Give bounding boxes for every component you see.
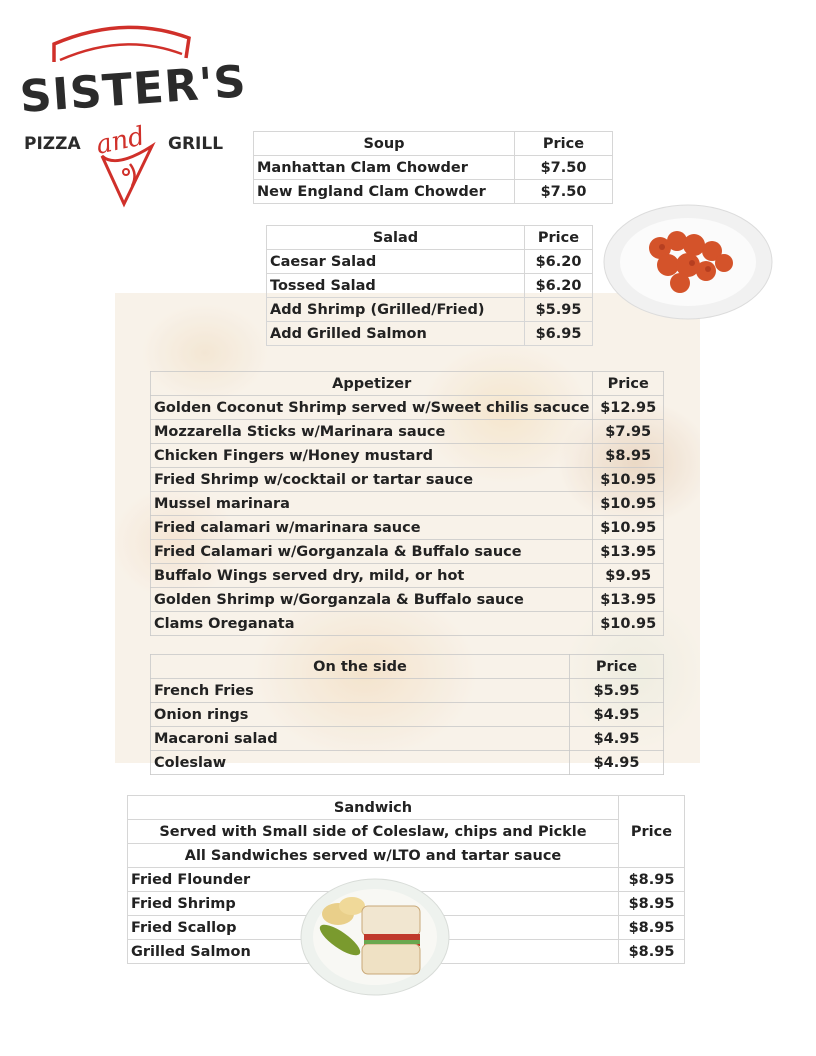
logo-word-grill: GRILL bbox=[168, 134, 224, 154]
sandwich-header: Sandwich bbox=[128, 796, 619, 820]
menu-item-name: Mussel marinara bbox=[151, 492, 593, 516]
menu-item-name: Fried Shrimp w/cocktail or tartar sauce bbox=[151, 468, 593, 492]
table-row bbox=[254, 180, 613, 204]
menu-item-price: $8.95 bbox=[619, 940, 685, 964]
table-row bbox=[267, 298, 593, 322]
restaurant-logo bbox=[14, 14, 254, 209]
sandwich-price-header: Price bbox=[619, 796, 685, 868]
table-row bbox=[151, 679, 664, 703]
menu-item-name: Golden Shrimp w/Gorganzala & Buffalo sauce bbox=[151, 588, 593, 612]
menu-item-name: Tossed Salad bbox=[267, 274, 525, 298]
menu-item-name: French Fries bbox=[151, 679, 570, 703]
table-row bbox=[151, 492, 664, 516]
menu-item-name: Onion rings bbox=[151, 703, 570, 727]
soup-price-header: Price bbox=[515, 132, 613, 156]
menu-item-price: $4.95 bbox=[570, 751, 664, 775]
menu-item-name: Fried Scallop bbox=[128, 916, 619, 940]
menu-item-name: Fried Shrimp bbox=[128, 892, 619, 916]
logo-word-pizza: PIZZA bbox=[24, 134, 81, 154]
menu-item-name: Grilled Salmon bbox=[128, 940, 619, 964]
sandwich-subheader-sides: Served with Small side of Coleslaw, chips and Pickle bbox=[128, 820, 619, 844]
menu-item-price: $8.95 bbox=[619, 916, 685, 940]
shrimp-plate-photo bbox=[602, 203, 774, 321]
menu-item-name: Coleslaw bbox=[151, 751, 570, 775]
table-row bbox=[151, 588, 664, 612]
salad-price-header: Price bbox=[525, 226, 593, 250]
menu-item-price: $4.95 bbox=[570, 703, 664, 727]
menu-item-name: Mozzarella Sticks w/Marinara sauce bbox=[151, 420, 593, 444]
menu-item-name: New England Clam Chowder bbox=[254, 180, 515, 204]
table-row bbox=[267, 274, 593, 298]
menu-item-price: $7.95 bbox=[593, 420, 664, 444]
menu-item-price: $8.95 bbox=[593, 444, 664, 468]
menu-item-price: $4.95 bbox=[570, 727, 664, 751]
table-row bbox=[151, 468, 664, 492]
menu-item-price: $5.95 bbox=[525, 298, 593, 322]
table-row bbox=[267, 250, 593, 274]
menu-item-price: $7.50 bbox=[515, 180, 613, 204]
menu-item-price: $10.95 bbox=[593, 468, 664, 492]
side-table bbox=[150, 654, 664, 775]
table-row bbox=[151, 564, 664, 588]
salad-table bbox=[266, 225, 593, 346]
table-row bbox=[151, 703, 664, 727]
side-price-header: Price bbox=[570, 655, 664, 679]
menu-item-name: Fried calamari w/marinara sauce bbox=[151, 516, 593, 540]
appetizer-header-row bbox=[151, 372, 664, 396]
appetizer-price-header: Price bbox=[593, 372, 664, 396]
table-row bbox=[151, 396, 664, 420]
menu-item-price: $13.95 bbox=[593, 588, 664, 612]
menu-item-price: $13.95 bbox=[593, 540, 664, 564]
sandwich-subheader-toppings: All Sandwiches served w/LTO and tartar sauce bbox=[128, 844, 619, 868]
appetizer-table bbox=[150, 371, 664, 636]
menu-item-name: Fried Flounder bbox=[128, 868, 619, 892]
menu-item-price: $6.20 bbox=[525, 274, 593, 298]
menu-item-name: Add Shrimp (Grilled/Fried) bbox=[267, 298, 525, 322]
salad-header: Salad bbox=[267, 226, 525, 250]
table-row bbox=[151, 420, 664, 444]
menu-item-price: $6.20 bbox=[525, 250, 593, 274]
table-row bbox=[151, 727, 664, 751]
soup-header: Soup bbox=[254, 132, 515, 156]
sandwich-subheader-row bbox=[128, 820, 685, 844]
menu-item-name: Manhattan Clam Chowder bbox=[254, 156, 515, 180]
menu-item-price: $8.95 bbox=[619, 892, 685, 916]
menu-item-name: Caesar Salad bbox=[267, 250, 525, 274]
table-row bbox=[254, 156, 613, 180]
soup-header-row bbox=[254, 132, 613, 156]
menu-item-price: $10.95 bbox=[593, 612, 664, 636]
menu-item-name: Chicken Fingers w/Honey mustard bbox=[151, 444, 593, 468]
table-row bbox=[267, 322, 593, 346]
menu-item-name: Clams Oreganata bbox=[151, 612, 593, 636]
menu-item-name: Buffalo Wings served dry, mild, or hot bbox=[151, 564, 593, 588]
appetizer-header: Appetizer bbox=[151, 372, 593, 396]
table-row bbox=[151, 540, 664, 564]
sandwich-plate-photo bbox=[300, 878, 450, 996]
table-row bbox=[151, 516, 664, 540]
menu-item-name: Add Grilled Salmon bbox=[267, 322, 525, 346]
menu-item-price: $7.50 bbox=[515, 156, 613, 180]
menu-item-price: $10.95 bbox=[593, 516, 664, 540]
side-header-row bbox=[151, 655, 664, 679]
logo-word-and: and bbox=[93, 121, 148, 161]
logo-name: SISTER'S bbox=[18, 56, 249, 123]
menu-item-name: Fried Calamari w/Gorganzala & Buffalo sauce bbox=[151, 540, 593, 564]
menu-item-price: $5.95 bbox=[570, 679, 664, 703]
table-row bbox=[151, 751, 664, 775]
sandwich-subheader-row bbox=[128, 844, 685, 868]
table-row bbox=[151, 444, 664, 468]
side-header: On the side bbox=[151, 655, 570, 679]
menu-item-price: $6.95 bbox=[525, 322, 593, 346]
menu-item-price: $9.95 bbox=[593, 564, 664, 588]
menu-item-price: $12.95 bbox=[593, 396, 664, 420]
menu-item-name: Macaroni salad bbox=[151, 727, 570, 751]
soup-table bbox=[253, 131, 613, 204]
salad-header-row bbox=[267, 226, 593, 250]
menu-item-price: $8.95 bbox=[619, 868, 685, 892]
sandwich-header-row bbox=[128, 796, 685, 820]
table-row bbox=[151, 612, 664, 636]
menu-item-price: $10.95 bbox=[593, 492, 664, 516]
menu-item-name: Golden Coconut Shrimp served w/Sweet chilis sacuce bbox=[151, 396, 593, 420]
